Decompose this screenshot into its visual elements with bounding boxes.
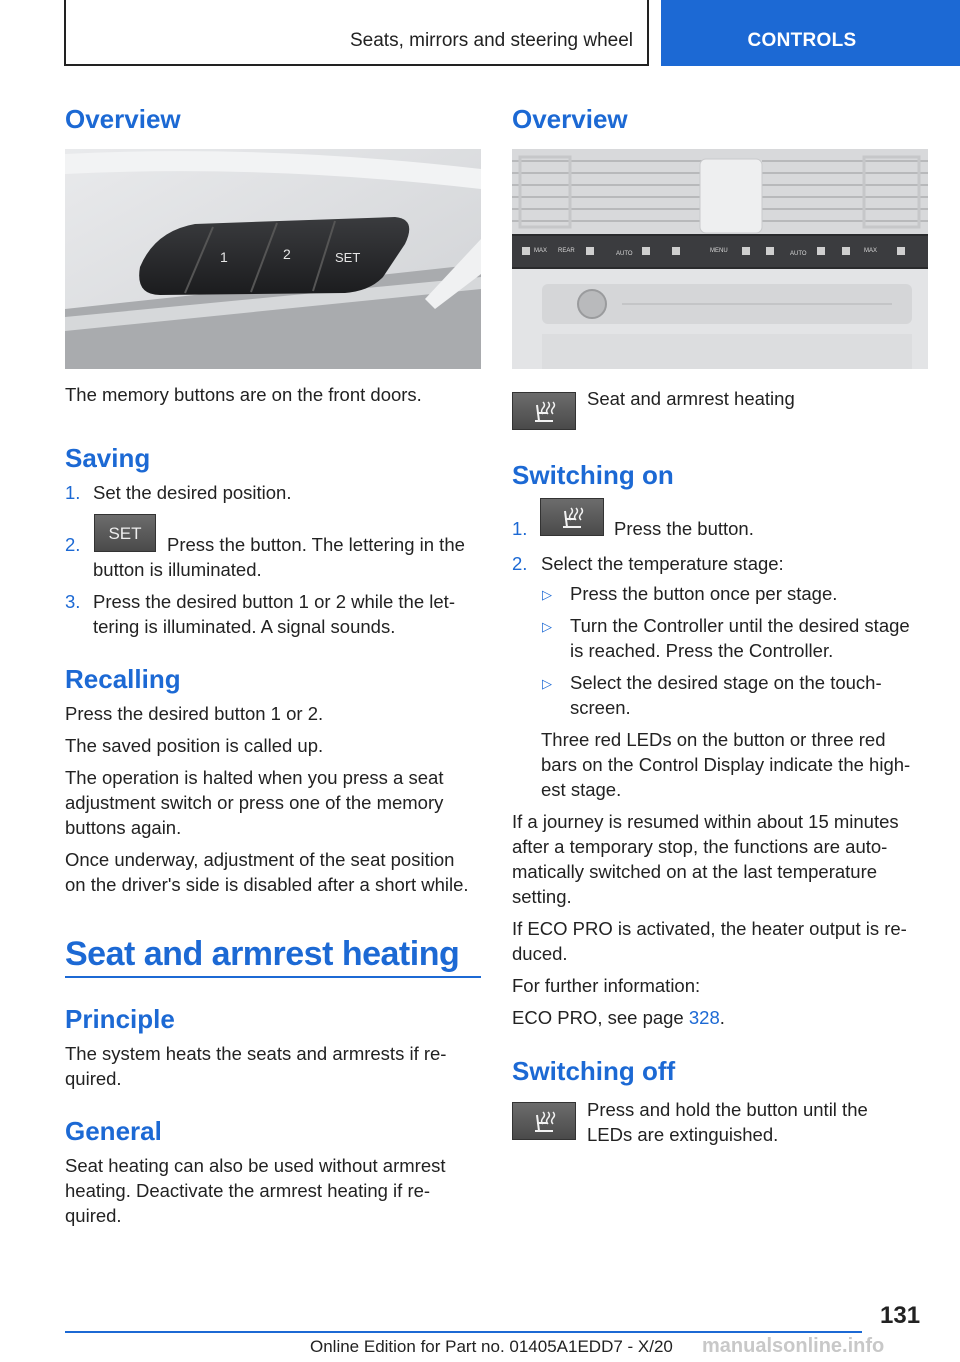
bullet-triangle-icon: ▷ bbox=[542, 619, 552, 634]
saving-heading: Saving bbox=[65, 443, 151, 473]
header-section-box bbox=[64, 0, 649, 66]
photo-label-set: SET bbox=[335, 250, 361, 265]
led-note-3: est stage. bbox=[541, 779, 622, 800]
recalling-p3b: adjustment switch or press one of the memory bbox=[65, 792, 444, 813]
journey-text-b: after a temporary stop, the functions are auto- bbox=[512, 836, 888, 857]
journey-text-d: setting. bbox=[512, 886, 572, 907]
saving-step-2-text: Press the button. The lettering in the bbox=[167, 534, 465, 555]
recalling-p4a: Once underway, adjustment of the seat position bbox=[65, 849, 455, 870]
switching-on-bullet-2a: Turn the Controller until the desired stage bbox=[570, 615, 910, 636]
set-button-icon-label: SET bbox=[108, 524, 142, 543]
watermark: manualsonline.info bbox=[702, 1335, 885, 1357]
principle-heading: Principle bbox=[65, 1004, 175, 1034]
general-text-a: Seat heating can also be used without armrest bbox=[65, 1155, 446, 1176]
bullet-triangle-icon: ▷ bbox=[542, 676, 552, 691]
climate-panel-photo bbox=[512, 149, 928, 369]
switching-on-step-2-text: Select the temperature stage: bbox=[541, 553, 784, 574]
seat-heating-icon-overview bbox=[512, 392, 576, 430]
eco-text-b: duced. bbox=[512, 943, 568, 964]
recalling-p4b: on the driver's side is disabled after a short while. bbox=[65, 874, 469, 895]
dash-label-max-left: MAX bbox=[534, 248, 548, 254]
set-button-icon bbox=[94, 514, 156, 552]
dash-label-auto-right: AUTO bbox=[790, 251, 807, 257]
journey-text-a: If a journey is resumed within about 15 minutes bbox=[512, 811, 899, 832]
memory-buttons-photo bbox=[65, 149, 481, 369]
recalling-heading: Recalling bbox=[65, 664, 181, 694]
recalling-p1: Press the desired button 1 or 2. bbox=[65, 703, 324, 724]
switching-on-heading: Switching on bbox=[512, 460, 674, 490]
switching-on-step-1-text: Press the button. bbox=[614, 518, 754, 539]
switching-on-step-1-num: 1. bbox=[512, 518, 528, 539]
saving-step-1-num: 1. bbox=[65, 482, 81, 503]
led-note-2: bars on the Control Display indicate the high- bbox=[541, 754, 911, 775]
seat-heating-icon-caption: Seat and armrest heating bbox=[587, 388, 795, 409]
bullet-triangle-icon: ▷ bbox=[542, 587, 552, 602]
saving-step-1-text: Set the desired position. bbox=[93, 482, 292, 503]
overview-heading-right: Overview bbox=[512, 104, 628, 134]
header-chapter-tab[interactable] bbox=[661, 0, 960, 66]
switching-on-bullet-2b: is reached. Press the Controller. bbox=[570, 640, 834, 661]
memory-buttons-illustration bbox=[65, 149, 481, 369]
switching-off-text-a: Press and hold the button until the bbox=[587, 1099, 868, 1120]
header-section-title: Seats, mirrors and steering wheel bbox=[349, 30, 633, 51]
memory-caption: The memory buttons are on the front doors. bbox=[65, 384, 422, 405]
saving-step-2-num: 2. bbox=[65, 534, 81, 555]
general-text-b: heating. Deactivate the armrest heating if re- bbox=[65, 1180, 431, 1201]
recalling-p3c: buttons again. bbox=[65, 817, 182, 838]
switching-off-text-b: LEDs are extinguished. bbox=[587, 1124, 779, 1145]
journey-text-c: matically switched on at the last temperature bbox=[512, 861, 878, 882]
seat-heater-icon bbox=[541, 499, 605, 537]
overview-heading-left: Overview bbox=[65, 104, 181, 134]
footer-rule bbox=[65, 1331, 862, 1333]
eco-page-link[interactable]: 328 bbox=[688, 1007, 720, 1028]
switching-on-bullet-3b: screen. bbox=[570, 697, 631, 718]
dash-label-max-right: MAX bbox=[864, 248, 878, 254]
photo-label-2: 2 bbox=[283, 246, 291, 262]
saving-step-3-text-cont: tering is illuminated. A signal sounds. bbox=[93, 616, 396, 637]
eco-reference bbox=[512, 1005, 725, 1030]
led-note-1: Three red LEDs on the button or three red bbox=[541, 729, 886, 750]
eco-reference-text: ECO PRO, see page bbox=[512, 1007, 689, 1028]
eco-text-a: If ECO PRO is activated, the heater output is re- bbox=[512, 918, 907, 939]
recalling-p3a: The operation is halted when you press a seat bbox=[65, 767, 444, 788]
climate-panel-illustration bbox=[512, 149, 928, 369]
saving-step-3-text: Press the desired button 1 or 2 while the let- bbox=[93, 591, 455, 612]
switching-off-heading: Switching off bbox=[512, 1056, 676, 1086]
general-text-c: quired. bbox=[65, 1205, 122, 1226]
general-heading: General bbox=[65, 1116, 162, 1146]
saving-step-2-text-cont: button is illuminated. bbox=[93, 559, 262, 580]
principle-text-b: quired. bbox=[65, 1068, 122, 1089]
saving-step-3-num: 3. bbox=[65, 591, 81, 612]
dash-label-rear: REAR bbox=[558, 248, 575, 254]
switching-on-bullet-1: Press the button once per stage. bbox=[570, 583, 838, 604]
switching-on-step-2-num: 2. bbox=[512, 553, 528, 574]
dash-label-menu: MENU bbox=[710, 248, 728, 254]
dash-label-auto-left: AUTO bbox=[616, 251, 633, 257]
header-chapter-title: CONTROLS bbox=[747, 30, 857, 51]
principle-text-a: The system heats the seats and armrests if re- bbox=[65, 1043, 447, 1064]
section-rule bbox=[65, 976, 481, 978]
further-info: For further information: bbox=[512, 975, 701, 996]
seat-heating-heading: Seat and armrest heating bbox=[65, 935, 460, 973]
seat-heater-icon bbox=[513, 1103, 577, 1141]
page-number: 131 bbox=[880, 1302, 921, 1329]
eco-reference-end: . bbox=[719, 1007, 725, 1028]
seat-heating-icon-step bbox=[540, 498, 604, 536]
recalling-p2: The saved position is called up. bbox=[65, 735, 324, 756]
seat-heating-icon-off bbox=[512, 1102, 576, 1140]
seat-heater-icon bbox=[513, 393, 577, 431]
photo-label-1: 1 bbox=[220, 249, 228, 265]
switching-on-bullet-3a: Select the desired stage on the touch- bbox=[570, 672, 882, 693]
footer-edition: Online Edition for Part no. 01405A1EDD7 - X/20 bbox=[310, 1337, 673, 1356]
